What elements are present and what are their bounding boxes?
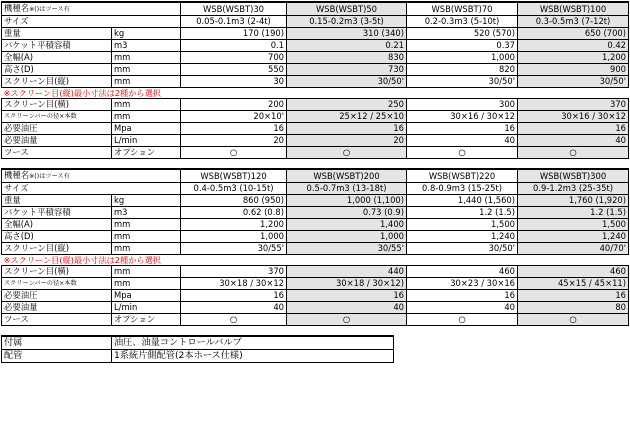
cell-value: 830 (287, 52, 407, 64)
table-row (2, 40, 629, 52)
selection-note: ※スクリーン目(縦)最小寸法は2種から選択 (3, 88, 161, 98)
row-unit: Mpa (112, 123, 181, 135)
cell-value: 20 (287, 135, 407, 147)
table-row (2, 290, 629, 302)
cell-value: 1系統片側配管(2本ホース仕様) (112, 350, 394, 363)
cell-value: 30×16 / 30×12 (407, 111, 518, 123)
model-name: WSB(WSBT)50 (287, 2, 407, 16)
model-name: WSB(WSBT)120 (181, 169, 287, 183)
cell-value: 30/55' (181, 243, 287, 255)
row-label: ツース (2, 314, 112, 326)
cell-value: 1,000 (407, 52, 518, 64)
cell-value: 250 (287, 99, 407, 111)
cell-value: 550 (181, 64, 287, 76)
row-label: 重量 (2, 195, 112, 207)
cell-value: 310 (340) (287, 28, 407, 40)
table-row (2, 207, 629, 219)
row-label: 必要油量 (2, 302, 112, 314)
cell-value: 1.2 (1.5) (518, 207, 629, 219)
row-label: バケット平積容積 (2, 207, 112, 219)
row-label: 全幅(A) (2, 219, 112, 231)
cell-value: 0.2-0.3m3 (5-10t) (407, 16, 518, 28)
option-circle-icon: ○ (518, 147, 629, 159)
row-unit: mm (112, 64, 181, 76)
table-row (2, 350, 394, 363)
row-unit: Mpa (112, 290, 181, 302)
cell-value: 16 (518, 123, 629, 135)
row-unit: オプション (112, 147, 181, 159)
cell-value: 16 (181, 123, 287, 135)
cell-value: 30×16 / 30×12 (518, 111, 629, 123)
row-label: サイズ (2, 16, 181, 28)
table-row (2, 243, 629, 255)
cell-value: 16 (407, 123, 518, 135)
cell-value: 16 (407, 290, 518, 302)
table-row (2, 231, 629, 243)
cell-value: 油圧、油量コントロールバルブ (112, 336, 394, 350)
cell-value: 1,760 (1,920) (518, 195, 629, 207)
cell-value: 200 (181, 99, 287, 111)
option-circle-icon: ○ (287, 314, 407, 326)
row-label: スクリーン目(横) (2, 266, 112, 278)
model-name: WSB(WSBT)200 (287, 169, 407, 183)
row-unit: L/min (112, 135, 181, 147)
size-row (2, 183, 629, 195)
cell-value: 45×15 / 45×11) (518, 278, 629, 290)
cell-value: 0.42 (518, 40, 629, 52)
cell-value: 1,200 (181, 219, 287, 231)
model-header-row (2, 169, 629, 183)
cell-value: 0.3-0.5m3 (7-12t) (518, 16, 629, 28)
cell-value: 30/50' (407, 76, 518, 88)
row-unit: mm (112, 52, 181, 64)
table-row (2, 336, 394, 350)
cell-value: 370 (518, 99, 629, 111)
cell-value: 650 (700) (518, 28, 629, 40)
row-unit: mm (112, 243, 181, 255)
row-unit: L/min (112, 302, 181, 314)
option-circle-icon: ○ (181, 314, 287, 326)
table-row (2, 76, 629, 88)
table-row (2, 302, 629, 314)
cell-value: 40 (407, 135, 518, 147)
table-row (2, 52, 629, 64)
row-label: 必要油量 (2, 135, 112, 147)
cell-value: 300 (407, 99, 518, 111)
table-row (2, 64, 629, 76)
cell-value: 30×18 / 30×12) (287, 278, 407, 290)
cell-value: 20×10' (181, 111, 287, 123)
cell-value: 0.8-0.9m3 (15-25t) (407, 183, 518, 195)
row-label: 高さ(D) (2, 64, 112, 76)
row-label: 必要油圧 (2, 290, 112, 302)
cell-value: 460 (407, 266, 518, 278)
row-label: 付属 (2, 336, 112, 350)
cell-value: 370 (181, 266, 287, 278)
cell-value: 30/50' (287, 76, 407, 88)
cell-value: 30 (181, 76, 287, 88)
cell-value: 1,500 (518, 219, 629, 231)
cell-value: 40 (518, 135, 629, 147)
cell-value: 0.4-0.5m3 (10-15t) (181, 183, 287, 195)
cell-value: 0.62 (0.8) (181, 207, 287, 219)
size-row (2, 16, 629, 28)
row-label: スクリーンバーの径×本数 (2, 111, 112, 123)
cell-value: 860 (950) (181, 195, 287, 207)
model-name: WSB(WSBT)220 (407, 169, 518, 183)
selection-note-row (2, 88, 629, 99)
row-unit: kg (112, 28, 181, 40)
cell-value: 820 (407, 64, 518, 76)
cell-value: 170 (190) (181, 28, 287, 40)
table-row (2, 219, 629, 231)
cell-value: 16 (287, 290, 407, 302)
model-name: WSB(WSBT)100 (518, 2, 629, 16)
cell-value: 0.15-0.2m3 (3-5t) (287, 16, 407, 28)
row-unit: mm (112, 278, 181, 290)
cell-value: 40 (181, 302, 287, 314)
cell-value: 460 (518, 266, 629, 278)
option-circle-icon: ○ (287, 147, 407, 159)
table-row (2, 111, 629, 123)
cell-value: 1.2 (1.5) (407, 207, 518, 219)
selection-note: ※スクリーン目(縦)最小寸法は2種から選択 (3, 255, 161, 265)
row-unit: mm (112, 231, 181, 243)
row-unit: mm (112, 76, 181, 88)
cell-value: 0.05-0.1m3 (2-4t) (181, 16, 287, 28)
row-unit: mm (112, 99, 181, 111)
cell-value: 30/55' (287, 243, 407, 255)
cell-value: 0.1 (181, 40, 287, 52)
model-name: WSB(WSBT)70 (407, 2, 518, 16)
cell-value: 16 (181, 290, 287, 302)
row-label: 配管 (2, 350, 112, 363)
cell-value: 25×12 / 25×10 (287, 111, 407, 123)
model-name: WSB(WSBT)30 (181, 2, 287, 16)
model-label: 機種名※()はツース有 (2, 2, 181, 16)
cell-value: 30×18 / 30×12 (181, 278, 287, 290)
cell-value: 700 (181, 52, 287, 64)
cell-value: 1,000 (287, 231, 407, 243)
cell-value: 440 (287, 266, 407, 278)
cell-value: 40 (407, 302, 518, 314)
cell-value: 0.73 (0.9) (287, 207, 407, 219)
row-unit: m3 (112, 207, 181, 219)
table-row (2, 28, 629, 40)
model-header-row (2, 2, 629, 16)
cell-value: 20 (181, 135, 287, 147)
cell-value: 730 (287, 64, 407, 76)
row-label: 高さ(D) (2, 231, 112, 243)
spec-sheet (1, 1, 628, 363)
cell-value: 30/50' (407, 243, 518, 255)
row-label: スクリーン目(縦) (2, 76, 112, 88)
cell-value: 0.9-1.2m3 (25-35t) (518, 183, 629, 195)
cell-value: 1,240 (518, 231, 629, 243)
cell-value: 900 (518, 64, 629, 76)
cell-value: 40 (287, 302, 407, 314)
cell-value: 16 (518, 290, 629, 302)
cell-value: 80 (518, 302, 629, 314)
row-unit: mm (112, 266, 181, 278)
row-label: ツース (2, 147, 112, 159)
cell-value: 40/70' (518, 243, 629, 255)
row-unit: mm (112, 111, 181, 123)
row-label: スクリーン目(縦) (2, 243, 112, 255)
row-label: スクリーン目(横) (2, 99, 112, 111)
option-circle-icon: ○ (407, 314, 518, 326)
selection-note-row (2, 255, 629, 266)
cell-value: 30×23 / 30×16 (407, 278, 518, 290)
cell-value: 0.21 (287, 40, 407, 52)
cell-value: 0.5-0.7m3 (13-18t) (287, 183, 407, 195)
option-circle-icon: ○ (518, 314, 629, 326)
cell-value: 1,400 (287, 219, 407, 231)
table-row (2, 99, 629, 111)
cell-value: 520 (570) (407, 28, 518, 40)
row-unit: mm (112, 219, 181, 231)
table-row (2, 135, 629, 147)
row-label: バケット平積容積 (2, 40, 112, 52)
cell-value: 1,000 (181, 231, 287, 243)
row-label: サイズ (2, 183, 181, 195)
option-circle-icon: ○ (181, 147, 287, 159)
model-name: WSB(WSBT)300 (518, 169, 629, 183)
cell-value: 1,200 (518, 52, 629, 64)
table-row (2, 195, 629, 207)
row-label: 重量 (2, 28, 112, 40)
cell-value: 0.37 (407, 40, 518, 52)
table-row (2, 314, 629, 326)
option-circle-icon: ○ (407, 147, 518, 159)
row-unit: kg (112, 195, 181, 207)
row-label: 必要油圧 (2, 123, 112, 135)
table-row (2, 123, 629, 135)
cell-value: 1,440 (1,560) (407, 195, 518, 207)
row-label: 全幅(A) (2, 52, 112, 64)
row-label: スクリーンバーの径×本数 (2, 278, 112, 290)
row-unit: m3 (112, 40, 181, 52)
model-label: 機種名※()はツース有 (2, 169, 181, 183)
cell-value: 16 (287, 123, 407, 135)
cell-value: 1,500 (407, 219, 518, 231)
spec-table-1 (1, 1, 629, 335)
cell-value: 1,000 (1,100) (287, 195, 407, 207)
table-row (2, 266, 629, 278)
row-unit: オプション (112, 314, 181, 326)
accessories-table (1, 335, 394, 363)
cell-value: 30/50' (518, 76, 629, 88)
table-row (2, 278, 629, 290)
cell-value: 1,240 (407, 231, 518, 243)
table-row (2, 147, 629, 159)
